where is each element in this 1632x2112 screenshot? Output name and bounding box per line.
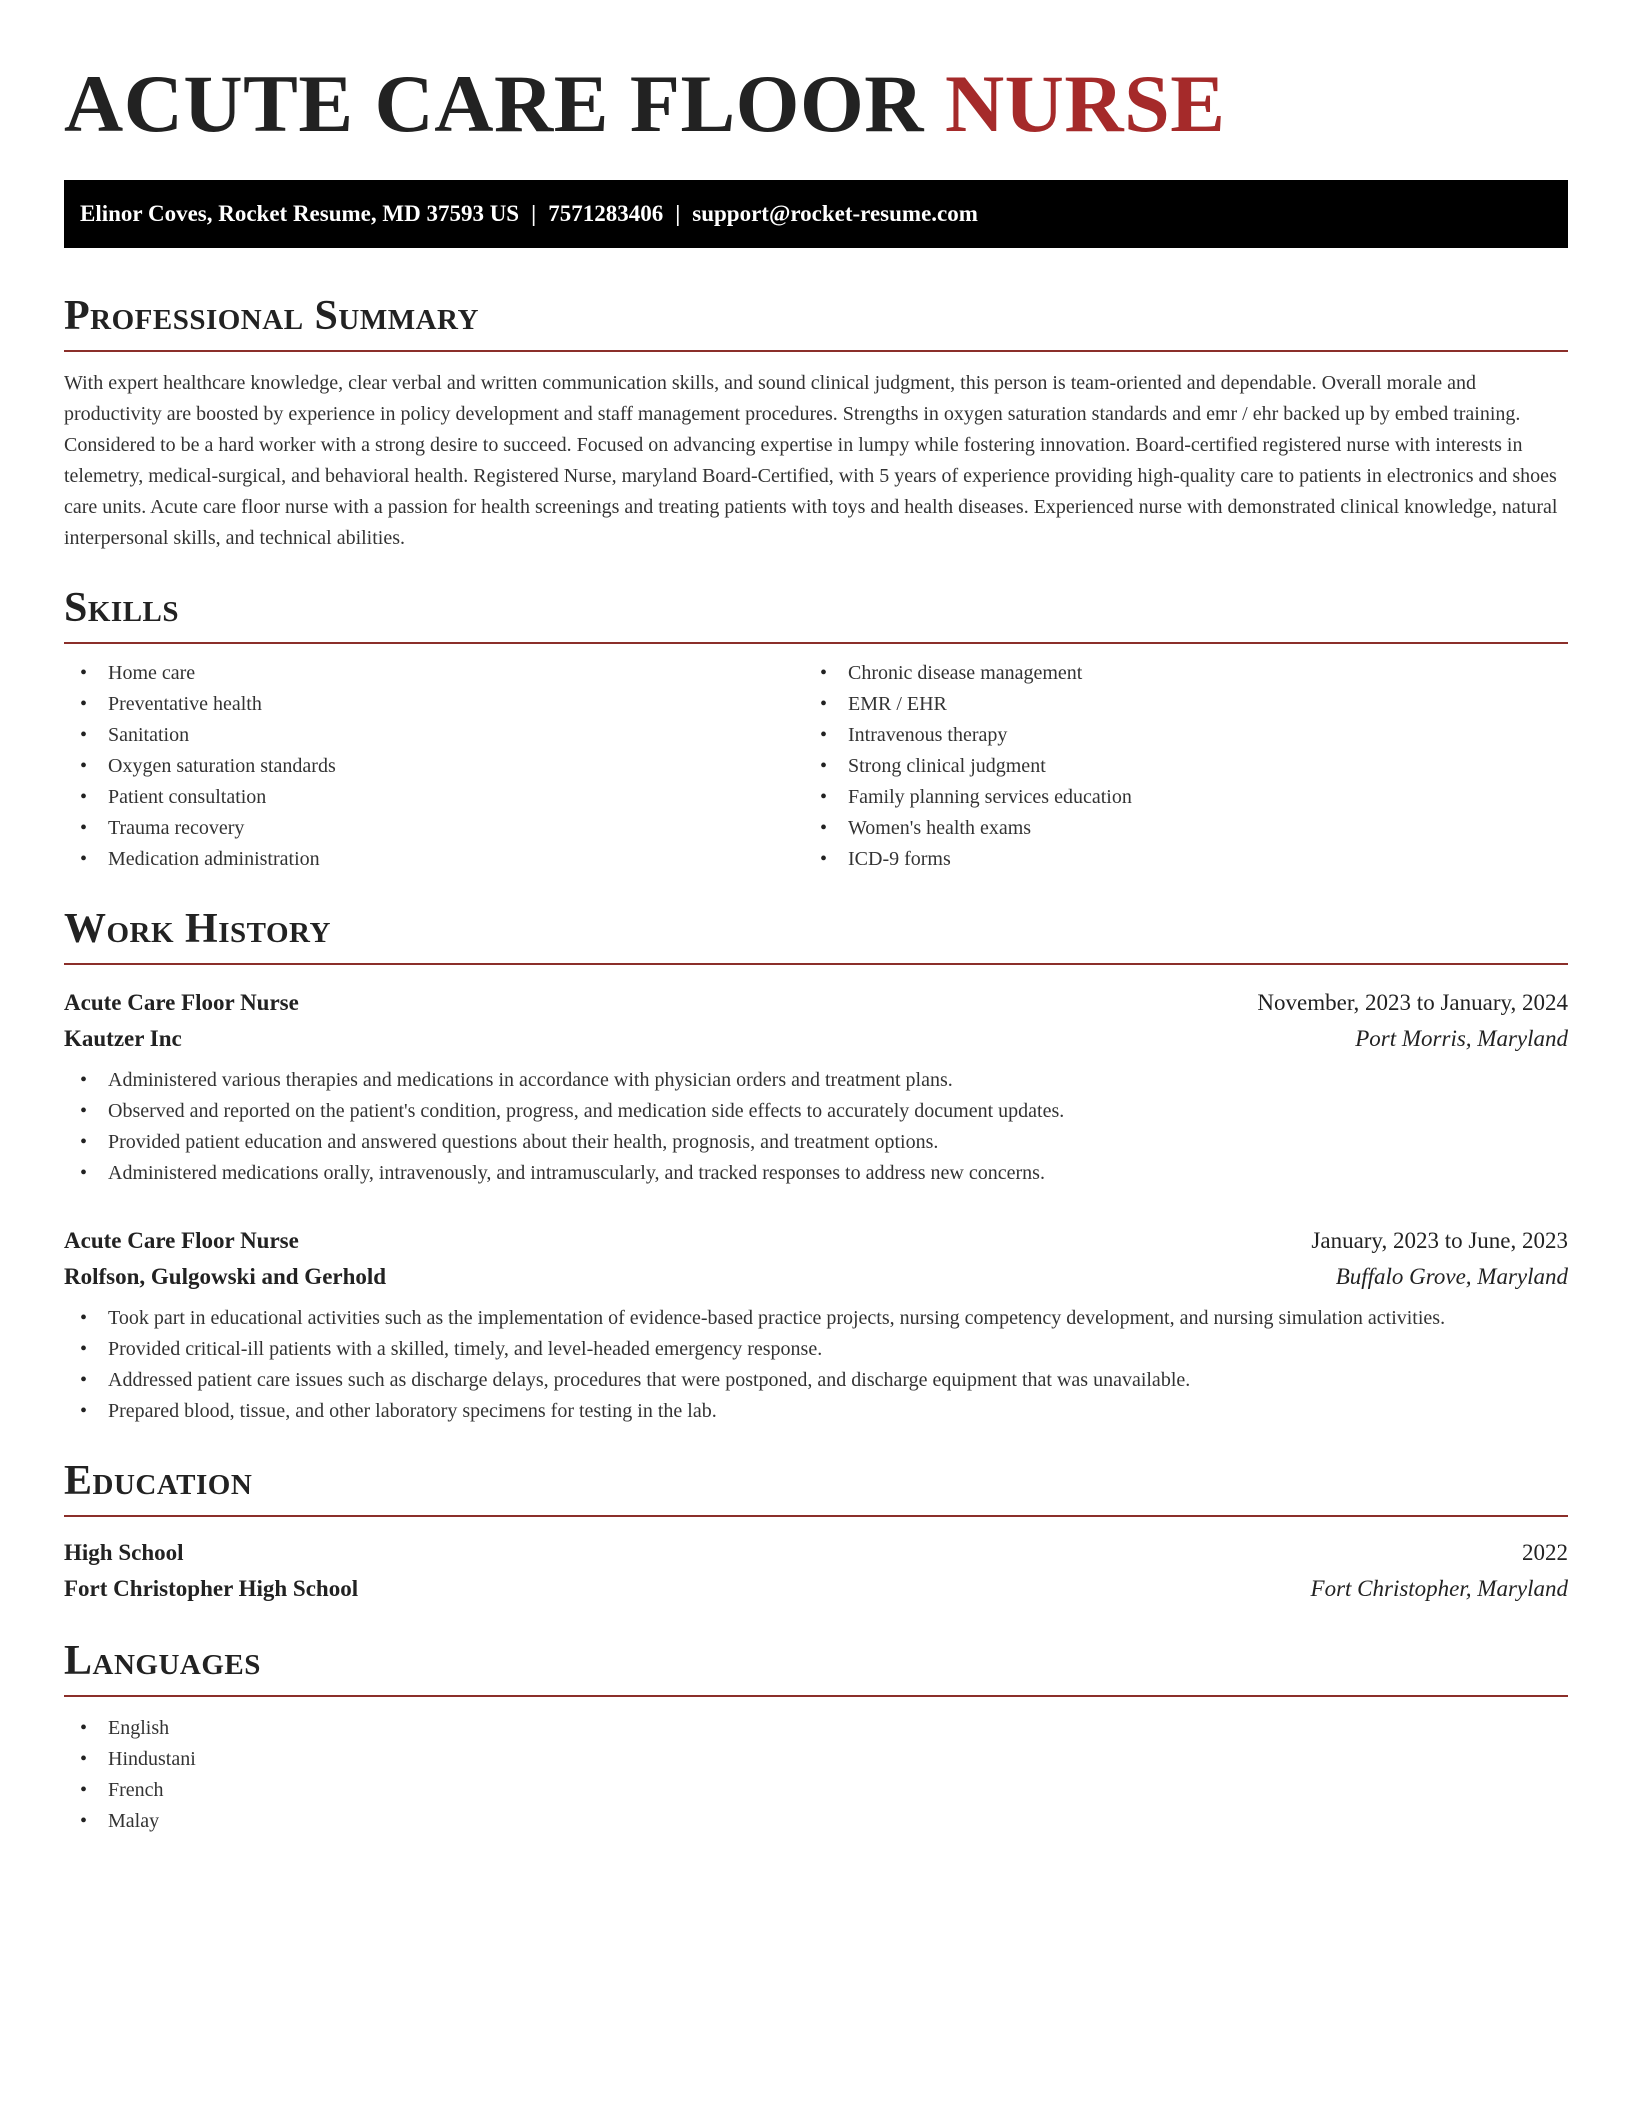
skill-item: • Intravenous therapy	[804, 720, 1544, 751]
contact-separator: |	[531, 201, 537, 226]
skill-item: • Medication administration	[64, 844, 804, 875]
job-duty-item: • Took part in educational activities such as the implementation of evidence-based practice projects, nursing competency development, and nursing simulation activities.	[64, 1303, 1568, 1334]
job-company: Rolfson, Gulgowski and Gerhold	[64, 1264, 387, 1289]
language-item: • English	[64, 1713, 1568, 1744]
skill-item: • Patient consultation	[64, 782, 804, 813]
job-duty-item: • Administered medications orally, intravenously, and intramuscularly, and tracked responses to address new concerns.	[64, 1158, 1568, 1189]
job-title: Acute Care Floor Nurse	[64, 990, 299, 1015]
education-year: 2022	[1522, 1540, 1568, 1565]
job-entry	[64, 985, 1568, 1189]
job-header-row	[64, 985, 1568, 1021]
job-location: Buffalo Grove, Maryland	[1335, 1264, 1568, 1289]
skill-item: • Trauma recovery	[64, 813, 804, 844]
skill-item: • Chronic disease management	[804, 658, 1544, 689]
title-main: ACUTE CARE FLOOR	[64, 58, 945, 149]
job-duties	[64, 1303, 1568, 1427]
language-item: • French	[64, 1775, 1568, 1806]
contact-address: Elinor Coves, Rocket Resume, MD 37593 US	[80, 201, 520, 226]
education-location: Fort Christopher, Maryland	[1310, 1576, 1568, 1601]
skill-item: • Oxygen saturation standards	[64, 751, 804, 782]
skill-item: • Sanitation	[64, 720, 804, 751]
summary-text: With expert healthcare knowledge, clear verbal and written communication skills, and sound clinical judgment, this person is team-oriented and dependable. Overall morale and productivity are boosted by experience in policy development and staff management procedures. Strengths in oxygen saturation standards and emr / ehr backed up by embed training. Considered to be a hard worker with a strong desire to succeed. Focused on advancing expertise in lumpy while fostering innovation. Board-certified registered nurse with interests in telemetry, medical-surgical, and behavioral health. Registered Nurse, maryland Board-Certified, with 5 years of experience providing high-quality care to patients in electronics and shoes care units. Acute care floor nurse with a passion for health screenings and treating patients with toys and health diseases. Experienced nurse with demonstrated clinical knowledge, natural interpersonal skills, and technical abilities.	[64, 372, 1558, 549]
contact-email: support@rocket-resume.com	[692, 201, 978, 226]
section-heading-work-history: Work History	[64, 903, 1568, 965]
contact-separator: |	[675, 201, 681, 226]
language-item: • Malay	[64, 1806, 1568, 1837]
job-duty-item: • Addressed patient care issues such as discharge delays, procedures that were postponed, and discharge equipment that was unavailable.	[64, 1365, 1568, 1396]
job-title: Acute Care Floor Nurse	[64, 1228, 299, 1253]
skills-grid	[64, 658, 1568, 875]
section-heading-education: Education	[64, 1455, 1568, 1517]
section-heading-skills: Skills	[64, 582, 1568, 644]
language-item: • Hindustani	[64, 1744, 1568, 1775]
job-company: Kautzer Inc	[64, 1026, 182, 1051]
education-degree-row	[64, 1535, 1568, 1571]
education-entry	[64, 1535, 1568, 1607]
contact-phone: 7571283406	[548, 201, 664, 226]
skills-column-right	[804, 658, 1544, 875]
skill-item: • Strong clinical judgment	[804, 751, 1544, 782]
skill-item: • ICD-9 forms	[804, 844, 1544, 875]
skill-item: • Home care	[64, 658, 804, 689]
job-entry	[64, 1223, 1568, 1427]
job-duties	[64, 1065, 1568, 1189]
skill-item: • Women's health exams	[804, 813, 1544, 844]
skill-item: • EMR / EHR	[804, 689, 1544, 720]
job-dates: November, 2023 to January, 2024	[1257, 990, 1568, 1015]
job-duty-item: • Observed and reported on the patient's condition, progress, and medication side effects to accurately document updates.	[64, 1096, 1568, 1127]
job-dates: January, 2023 to June, 2023	[1311, 1228, 1568, 1253]
job-duty-item: • Provided critical-ill patients with a skilled, timely, and level-headed emergency response.	[64, 1334, 1568, 1365]
skills-column-left	[64, 658, 804, 875]
resume-page	[64, 0, 1568, 1837]
contact-bar	[64, 180, 1568, 248]
job-header-row	[64, 1223, 1568, 1259]
job-company-row	[64, 1021, 1568, 1057]
skill-item: • Preventative health	[64, 689, 804, 720]
title-accent: NURSE	[944, 58, 1226, 149]
job-company-row	[64, 1259, 1568, 1295]
job-location: Port Morris, Maryland	[1355, 1026, 1568, 1051]
skill-item: • Family planning services education	[804, 782, 1544, 813]
job-duty-item: • Prepared blood, tissue, and other laboratory specimens for testing in the lab.	[64, 1396, 1568, 1427]
job-duty-item: • Provided patient education and answered questions about their health, prognosis, and treatment options.	[64, 1127, 1568, 1158]
education-degree: High School	[64, 1540, 184, 1565]
section-heading-languages: Languages	[64, 1635, 1568, 1697]
section-heading-summary: Professional Summary	[64, 290, 1568, 352]
education-school-row	[64, 1571, 1568, 1607]
job-duty-item: • Administered various therapies and medications in accordance with physician orders and treatment plans.	[64, 1065, 1568, 1096]
languages-list	[64, 1713, 1568, 1837]
resume-title	[64, 0, 1568, 152]
education-school: Fort Christopher High School	[64, 1576, 359, 1601]
